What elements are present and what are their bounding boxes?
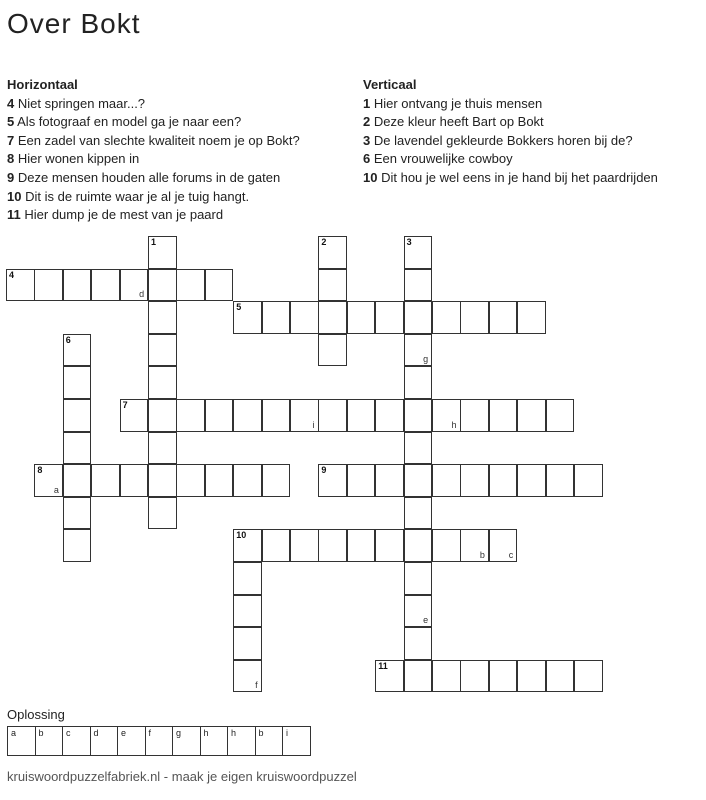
crossword-cell[interactable] — [404, 497, 433, 530]
solution-cell[interactable]: h — [200, 726, 229, 756]
crossword-cell[interactable] — [489, 301, 518, 334]
crossword-cell[interactable] — [262, 399, 291, 432]
crossword-cell[interactable] — [63, 529, 92, 562]
crossword-cell[interactable] — [205, 269, 234, 302]
crossword-cell[interactable] — [34, 464, 63, 497]
crossword-cell[interactable] — [375, 660, 404, 693]
crossword-cell[interactable] — [262, 464, 291, 497]
solution-letter-mark: c — [508, 549, 514, 560]
across-clue: 5 Als fotograaf en model ga je naar een? — [7, 114, 242, 130]
solution-cell[interactable]: d — [90, 726, 119, 756]
crossword-cell[interactable] — [404, 595, 433, 628]
solution-cell[interactable]: b — [35, 726, 64, 756]
crossword-cell[interactable] — [63, 432, 92, 465]
crossword-cell[interactable] — [63, 334, 92, 367]
crossword-cell[interactable] — [233, 301, 262, 334]
crossword-cell[interactable] — [404, 627, 433, 660]
crossword-cell[interactable] — [404, 562, 433, 595]
crossword-cell[interactable] — [120, 399, 149, 432]
crossword-cell[interactable] — [404, 432, 433, 465]
down-clue: 10 Dit hou je wel eens in je hand bij het paardrijden — [363, 169, 658, 185]
solution-cell[interactable]: h — [227, 726, 256, 756]
crossword-cell[interactable] — [432, 399, 461, 432]
solution-cell[interactable]: a — [7, 726, 36, 756]
crossword-cell[interactable] — [205, 464, 234, 497]
clue-number: 3 — [406, 237, 412, 247]
crossword-cell[interactable] — [176, 464, 205, 497]
solution-letter-mark: b — [479, 549, 485, 560]
crossword-cell[interactable] — [460, 464, 489, 497]
crossword-cell[interactable] — [404, 236, 433, 269]
crossword-cell[interactable] — [318, 269, 347, 302]
crossword-cell[interactable] — [91, 464, 120, 497]
crossword-cell[interactable] — [404, 399, 433, 432]
solution-letter-mark: f — [255, 680, 258, 691]
down-clue: 3 De lavendel gekleurde Bokkers horen bij de? — [363, 132, 633, 148]
across-clue: 10 Dit is de ruimte waar je al je tuig hangt. — [7, 188, 250, 204]
crossword-cell[interactable] — [347, 464, 376, 497]
crossword-cell[interactable] — [176, 269, 205, 302]
crossword-cell[interactable] — [375, 464, 404, 497]
crossword-cell[interactable] — [347, 301, 376, 334]
crossword-cell[interactable] — [148, 334, 177, 367]
crossword-cell[interactable] — [262, 529, 291, 562]
crossword-cell[interactable] — [404, 464, 433, 497]
crossword-cell[interactable] — [148, 497, 177, 530]
crossword-cell[interactable] — [233, 660, 262, 693]
crossword-cell[interactable] — [318, 236, 347, 269]
crossword-cell[interactable] — [318, 334, 347, 367]
solution-letter-mark: a — [53, 484, 59, 495]
crossword-cell[interactable] — [347, 399, 376, 432]
clue-number: 8 — [37, 465, 43, 476]
down-clue: 2 Deze kleur heeft Bart op Bokt — [363, 114, 544, 130]
crossword-cell[interactable] — [34, 269, 63, 302]
crossword-cell[interactable] — [517, 464, 546, 497]
crossword-cell[interactable] — [489, 399, 518, 432]
across-clue: 8 Hier wonen kippen in — [7, 151, 140, 167]
clue-number: 4 — [9, 269, 15, 280]
solution-cell[interactable]: f — [145, 726, 174, 756]
crossword-cell[interactable] — [176, 399, 205, 432]
crossword-cell[interactable] — [574, 660, 603, 693]
crossword-cell[interactable] — [432, 464, 461, 497]
across-heading: Horizontaal — [7, 77, 78, 92]
crossword-cell[interactable] — [546, 464, 575, 497]
crossword-cell[interactable] — [63, 399, 92, 432]
crossword-cell[interactable] — [432, 660, 461, 693]
crossword-cell[interactable] — [233, 464, 262, 497]
solution-letter-mark: h — [451, 419, 457, 430]
crossword-cell[interactable] — [63, 464, 92, 497]
clue-number: 7 — [122, 400, 128, 410]
crossword-cell[interactable] — [546, 399, 575, 432]
crossword-cell[interactable] — [318, 301, 347, 334]
across-clue: 7 Een zadel van slechte kwaliteit noem je op Bokt? — [7, 132, 300, 148]
crossword-cell[interactable] — [148, 366, 177, 399]
crossword-cell[interactable] — [404, 529, 433, 562]
crossword-cell[interactable] — [517, 660, 546, 693]
crossword-cell[interactable] — [63, 269, 92, 302]
crossword-cell[interactable] — [233, 627, 262, 660]
crossword-cell[interactable] — [404, 366, 433, 399]
solution-letter-mark: i — [312, 419, 315, 430]
solution-letter-mark: e — [423, 615, 429, 626]
crossword-cell[interactable] — [318, 399, 347, 432]
crossword-cell[interactable] — [375, 301, 404, 334]
crossword-cell[interactable] — [205, 399, 234, 432]
crossword-cell[interactable] — [120, 464, 149, 497]
crossword-cell[interactable] — [460, 301, 489, 334]
crossword-cell[interactable] — [460, 529, 489, 562]
crossword-cell[interactable] — [460, 399, 489, 432]
solution-cell[interactable]: c — [62, 726, 91, 756]
clue-number: 9 — [321, 465, 327, 476]
solution-letter-mark: d — [139, 289, 145, 300]
crossword-cell[interactable] — [120, 269, 149, 302]
crossword-cell[interactable] — [233, 562, 262, 595]
across-clue: 9 Deze mensen houden alle forums in de gaten — [7, 169, 281, 185]
crossword-cell[interactable] — [404, 301, 433, 334]
clue-number: 6 — [65, 334, 71, 345]
crossword-cell[interactable] — [432, 529, 461, 562]
footer-credit: kruiswoordpuzzelfabriek.nl - maak je eigen kruiswoordpuzzel — [7, 769, 357, 784]
crossword-cell[interactable] — [290, 399, 319, 432]
crossword-cell[interactable] — [546, 660, 575, 693]
crossword-cell[interactable] — [460, 660, 489, 693]
crossword-cell[interactable] — [148, 432, 177, 465]
crossword-cell[interactable] — [233, 595, 262, 628]
crossword-cell[interactable] — [63, 497, 92, 530]
down-clues — [363, 76, 703, 188]
crossword-cell[interactable] — [148, 269, 177, 302]
solution-cell[interactable]: g — [172, 726, 201, 756]
crossword-cell[interactable] — [148, 399, 177, 432]
crossword-cell[interactable] — [489, 464, 518, 497]
crossword-cell[interactable] — [233, 399, 262, 432]
crossword-cell[interactable] — [318, 464, 347, 497]
page-title: Over Bokt — [7, 8, 141, 39]
crossword-cell[interactable] — [375, 529, 404, 562]
clue-number: 11 — [378, 660, 388, 671]
crossword-cell[interactable] — [290, 301, 319, 334]
across-clue: 4 Niet springen maar...? — [7, 95, 146, 111]
crossword-cell[interactable] — [6, 269, 35, 302]
crossword-cell[interactable] — [432, 301, 461, 334]
clue-number: 2 — [321, 237, 327, 247]
crossword-cell[interactable] — [517, 301, 546, 334]
down-clue: 1 Hier ontvang je thuis mensen — [363, 95, 543, 111]
crossword-cell[interactable] — [489, 660, 518, 693]
down-clue: 6 Een vrouwelijke cowboy — [363, 151, 513, 167]
crossword-cell[interactable] — [63, 366, 92, 399]
solution-cell[interactable]: i — [282, 726, 311, 756]
crossword-cell[interactable] — [148, 236, 177, 269]
crossword-cell[interactable] — [148, 464, 177, 497]
crossword-cell[interactable] — [347, 529, 376, 562]
crossword-cell[interactable] — [489, 529, 518, 562]
crossword-cell[interactable] — [517, 399, 546, 432]
clue-number: 5 — [236, 302, 242, 313]
solution-cell[interactable]: e — [117, 726, 146, 756]
crossword-cell[interactable] — [290, 529, 319, 562]
solution-label: Oplossing — [7, 707, 65, 722]
crossword-cell[interactable] — [233, 529, 262, 562]
crossword-cell[interactable] — [574, 464, 603, 497]
crossword-cell[interactable] — [91, 269, 120, 302]
crossword-cell[interactable] — [375, 399, 404, 432]
crossword-cell[interactable] — [262, 301, 291, 334]
down-heading: Verticaal — [363, 77, 417, 92]
clue-number: 10 — [236, 530, 247, 541]
crossword-cell[interactable] — [404, 269, 433, 302]
crossword-cell[interactable] — [148, 301, 177, 334]
across-clues — [7, 76, 357, 225]
solution-cell[interactable]: b — [255, 726, 284, 756]
crossword-cell[interactable] — [404, 660, 433, 693]
crossword-cell[interactable] — [318, 529, 347, 562]
across-clue: 11 Hier dump je de mest van je paard — [7, 207, 224, 223]
clue-number: 1 — [151, 237, 157, 247]
solution-row — [7, 726, 310, 756]
crossword-cell[interactable] — [404, 334, 433, 367]
solution-letter-mark: g — [423, 354, 429, 365]
